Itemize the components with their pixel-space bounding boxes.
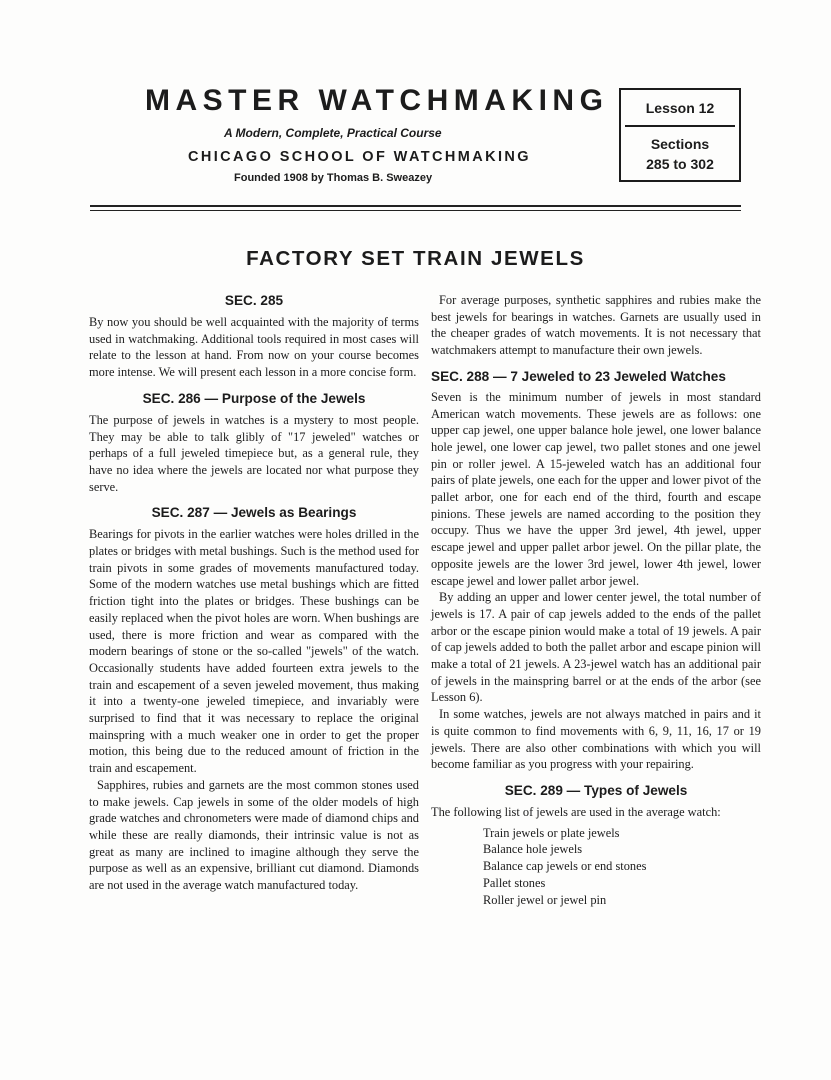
sec-286-heading: SEC. 286 — Purpose of the Jewels: [142, 390, 366, 406]
lesson-box-divider: [625, 125, 735, 127]
list-item: Balance cap jewels or end stones: [483, 859, 647, 874]
sec-285-text: By now you should be well acquainted with the majority of terms used in watchmaking. Additional tools required in most cases will relate to the lesson at hand. From now on your course becomes more intense. We will present each lesson in a more concise form.: [89, 315, 419, 380]
jewel-types-list: [483, 825, 761, 909]
main-heading: FACTORY SET TRAIN JEWELS: [246, 247, 585, 270]
lesson-box: [619, 88, 741, 182]
sections-label: Sections: [650, 136, 710, 152]
list-item: Roller jewel or jewel pin: [483, 892, 607, 907]
course-subtitle: A Modern, Complete, Practical Course: [224, 126, 442, 140]
right-column: [431, 292, 761, 908]
sec-289-heading: SEC. 289 — Types of Jewels: [504, 782, 688, 798]
header-divider: [90, 205, 741, 211]
page-title: MASTER WATCHMAKING: [145, 84, 609, 117]
lesson-number: Lesson 12: [645, 100, 715, 116]
sec-288-heading: SEC. 288 — 7 Jeweled to 23 Jeweled Watches: [431, 368, 726, 384]
sec-288-paragraph: In some watches, jewels are not always matched in pairs and it is quite common to find movements with 6, 9, 11, 16, 17 or 19 jewels. There are also other combinations with which you will become familiar as you progress with your repairing.: [431, 707, 761, 772]
sec-288-paragraph: Seven is the minimum number of jewels in most standard American watch movements. These jewels are as follows: one upper cap jewel, one upper balance hole jewel, one lower balance hole jewel, one lower cap jewel, two pallet stones and one jewel pin or roller jewel. A 15-jeweled watch has an additional four pairs of plate jewels, one each for the upper and lower pivot of the pallet arbor, one for each end of the third, fourth and escape pinions. These jewels are named according to the position they occupy. Thus we have the upper 3rd jewel, 4th jewel, upper escape jewel and upper pallet arbor jewel. On the pillar plate, the opposite jewels are the lower 3rd jewel, lower 4th jewel, lower escape jewel and lower pallet arbor jewel.: [431, 389, 761, 588]
sec-286-text: The purpose of jewels in watches is a mystery to most people. They may be able to talk glibly of "17 jeweled" watches or perhaps of a full jeweled timepiece but, as a general rule, they have no idea where the jewels are located nor what purpose they serve.: [89, 412, 419, 494]
sec-285-heading: SEC. 285: [224, 293, 284, 308]
sec-287-paragraph: Bearings for pivots in the earlier watches were holes drilled in the plates or bridges with metal bushings. Such is the method used for train pivots in some grades of movements manufactured today. Some of the modern watches use metal bushings which are fitted friction tight into the plates or bridges. These bushings can be easily replaced when the pivot holes are worn. When bushings are used, there is more friction and wear as compared with the modern bearings of stone or the so-called "jewels" of the watch. Occasionally students have added fourteen extra jewels to the train and escapement of a seven jeweled movement, thus making it into a twenty-one jeweled timepiece, and invariably were surprised to find that it was necessary to replace the original mainspring with a much weaker one in order to get the proper motion, this being due to the reduced amount of friction in the train and escapement.: [89, 527, 419, 776]
list-item: Balance hole jewels: [483, 842, 583, 857]
list-item: Train jewels or plate jewels: [483, 825, 620, 840]
sec-287-continuation: For average purposes, synthetic sapphires and rubies make the best jewels for bearings in watches. Garnets are usually used in the cheaper grades of watch movements. It is not necessary that watchmakers attempt to manufacture their own jewels.: [431, 293, 761, 358]
sec-288-paragraph: By adding an upper and lower center jewel, the total number of jewels is 17. A pair of cap jewels added to the ends of the pallet arbor or the escape pinion would make a total of 19 jewels. A pair of cap jewels added to both the pallet arbor and escape pinion will make a total of 21 jewels. A 23-jewel watch has an additional pair of jewels in the mainspring barrel or at the ends of the arbor (see Lesson 6).: [431, 590, 761, 705]
sec-289-intro: The following list of jewels are used in the average watch:: [431, 804, 721, 819]
list-item: Pallet stones: [483, 875, 546, 890]
founded-line: Founded 1908 by Thomas B. Sweazey: [234, 172, 433, 184]
sec-287-heading: SEC. 287 — Jewels as Bearings: [151, 505, 357, 521]
sec-287-paragraph: Sapphires, rubies and garnets are the most common stones used to make jewels. Cap jewels in some of the older models of high grade watches and chronometers were made of diamond chips and while these are really diamonds, their intrinsic value is not as great as many are inclined to imagine although they serve the purpose as well as an expensive, brilliant cut diamond. Diamonds are not used in the average watch manufactured today.: [89, 777, 419, 893]
school-name: CHICAGO SCHOOL OF WATCHMAKING: [188, 149, 531, 165]
left-column: [89, 292, 419, 894]
sections-range: 285 to 302: [646, 156, 714, 172]
